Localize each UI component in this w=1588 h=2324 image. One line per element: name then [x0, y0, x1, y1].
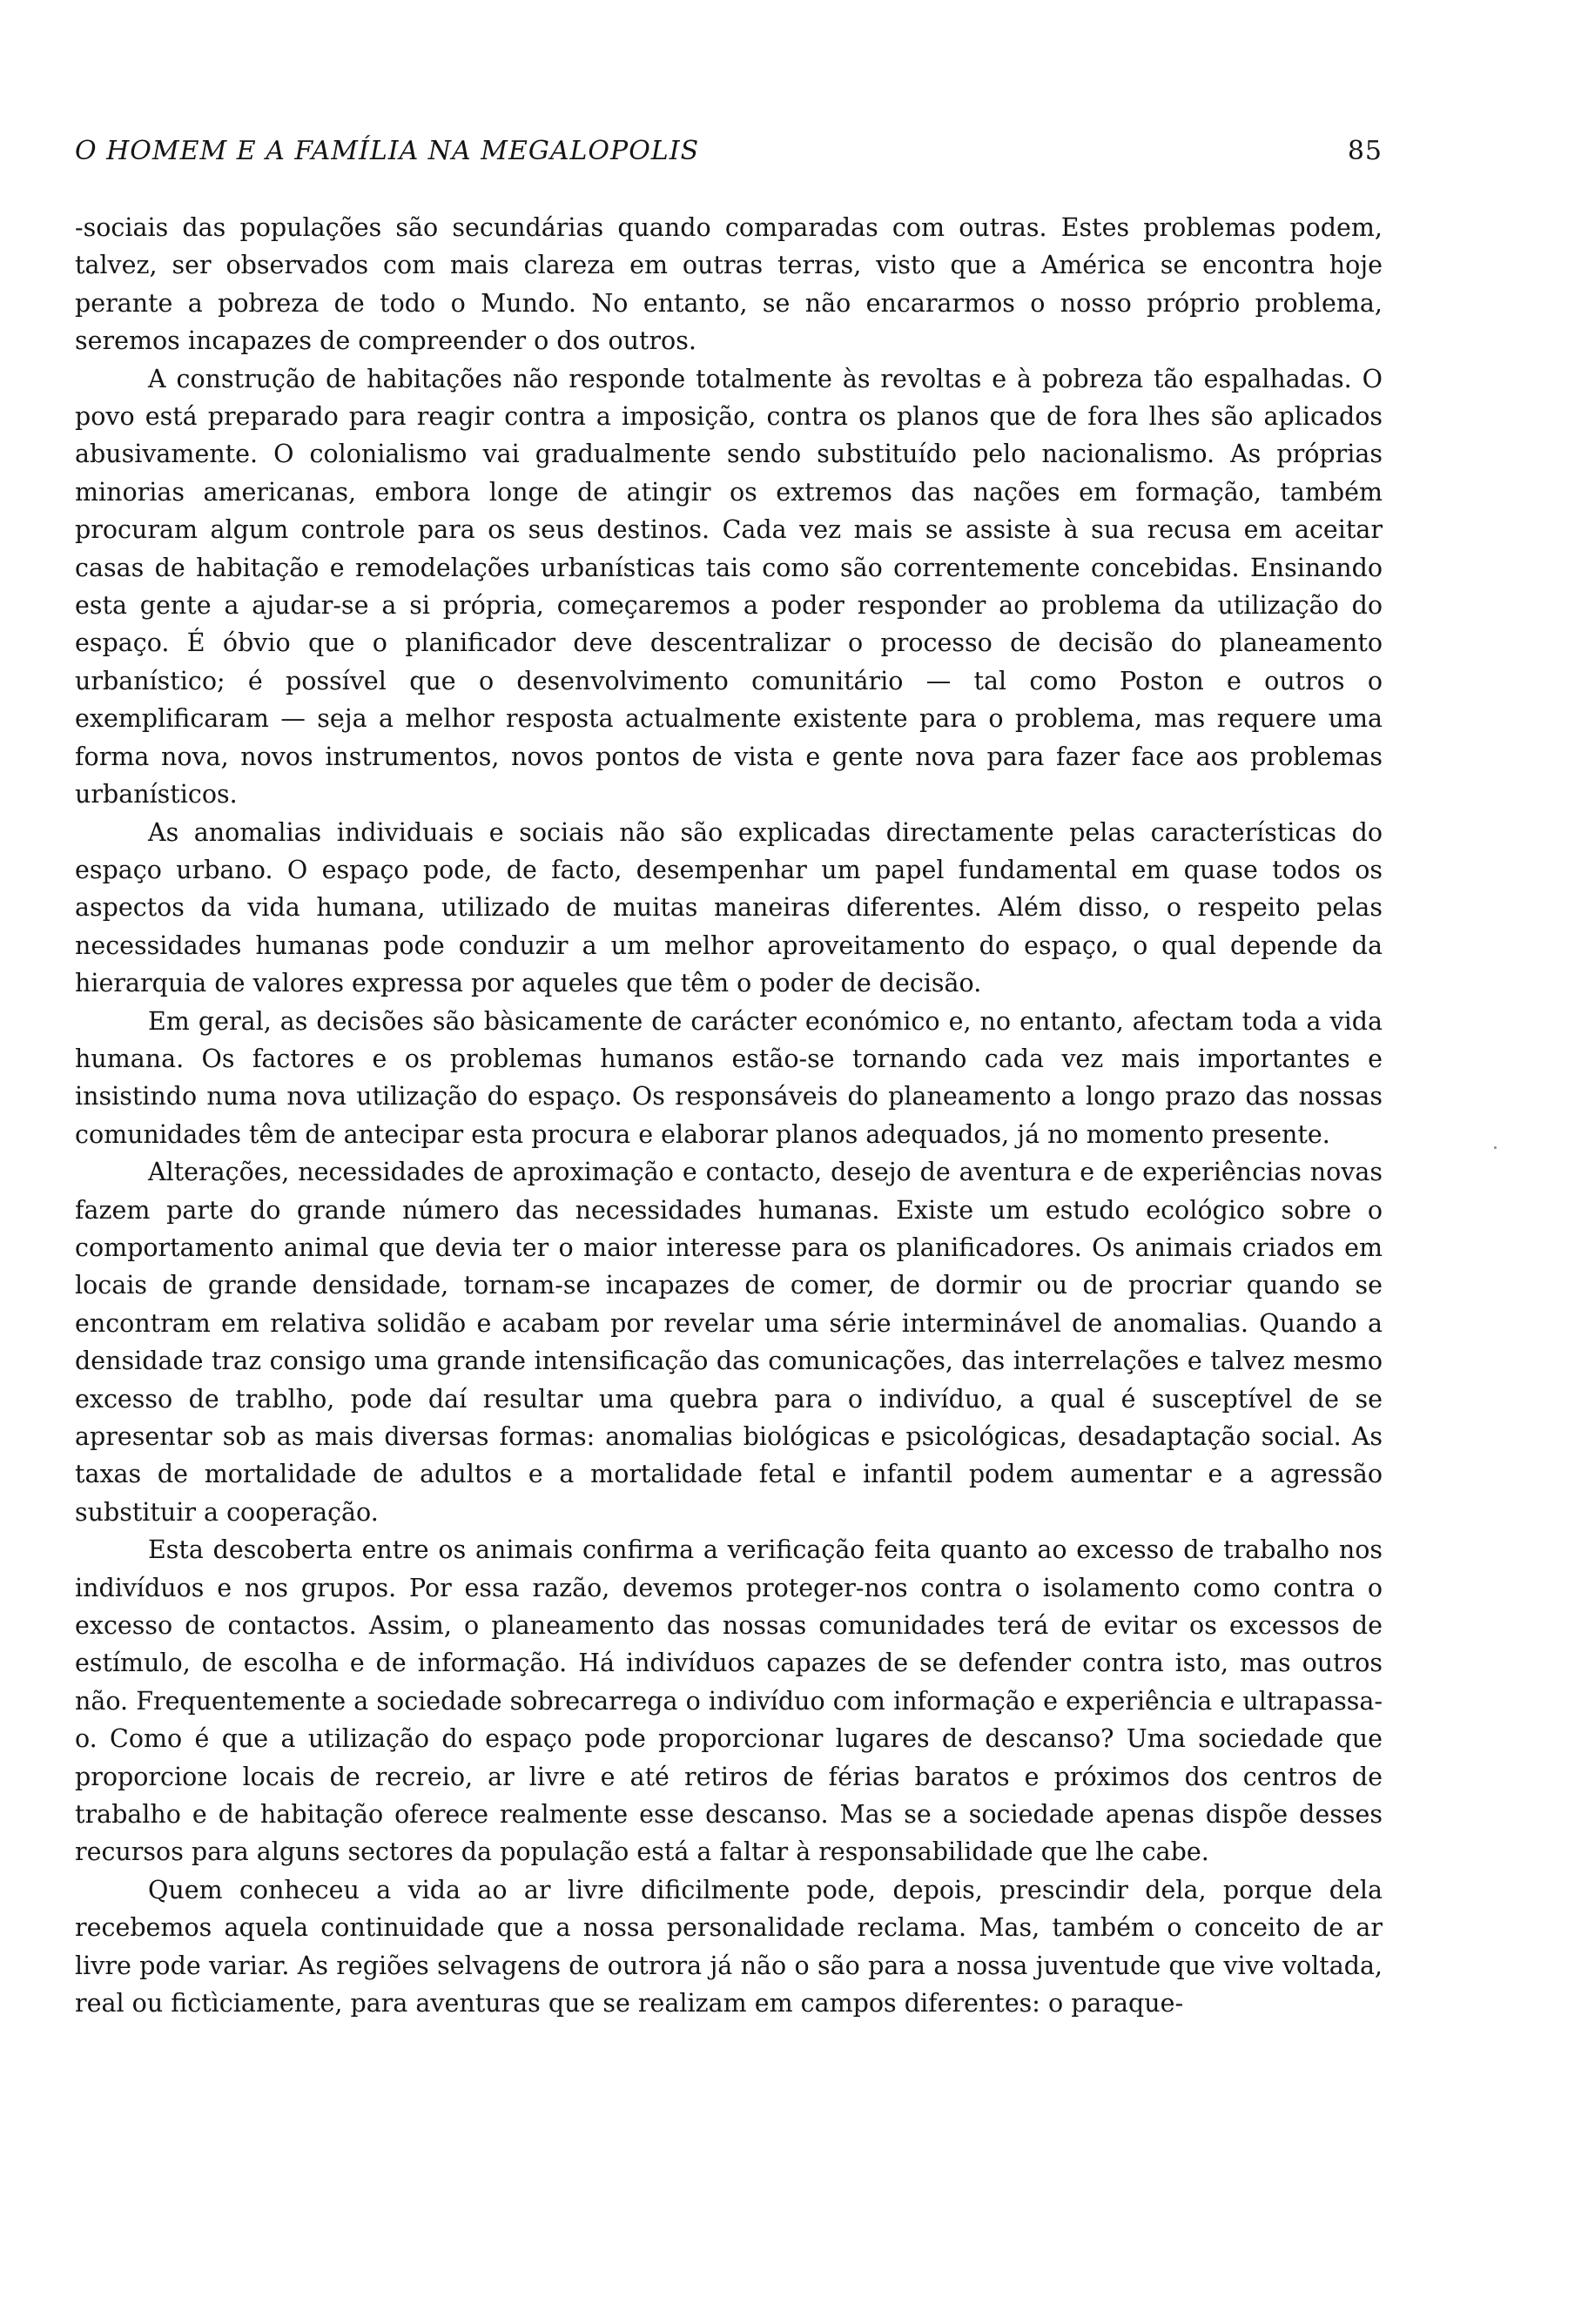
paragraph: Quem conheceu a vida ao ar livre dificilmente pode, depois, prescindir dela, porque dela recebemos aquela continuidade que a nossa personalidade reclama. Mas, também o conceito de ar livre pode variar. As regiões selvagens de outrora já não o são para a nossa juventude que vive voltada, real ou fictìciamente, para aventuras que se realizam em campos diferentes: o paraque-	[75, 1875, 1383, 2018]
paragraph: As anomalias individuais e sociais não são explicadas directamente pelas características do espaço urbano. O espaço pode, de facto, desempenhar um papel fundamental em quase todos os aspectos da vida humana, utilizado de muitas maneiras diferentes. Além disso, o respeito pelas necessidades humanas pode conduzir a um melhor aproveitamento do espaço, o qual depende da hierarquia de valores expressa por aqueles que têm o poder de decisão.	[75, 817, 1383, 998]
paragraph: Alterações, necessidades de aproximação e contacto, desejo de aventura e de experiências novas fazem parte do grande número das necessidades humanas. Existe um estudo ecológico sobre o comportamento animal que devia ter o maior interesse para os planificadores. Os animais criados em locais de grande densidade, tornam-se incapazes de comer, de dormir ou de procriar quando se encontram em relativa solidão e acabam por revelar uma série interminável de anomalias. Quando a densidade traz consigo uma grande intensificação das comunicações, das interrelações e talvez mesmo excesso de trablho, pode daí resultar uma quebra para o indivíduo, a qual é susceptível de se apresentar sob as mais diversas formas: anomalias biológicas e psicológicas, desadaptação social. As taxas de mortalidade de adultos e a mortalidade fetal e infantil podem aumentar e a agressão substituir a cooperação.	[75, 1158, 1383, 1527]
paragraph: A construção de habitações não responde totalmente às revoltas e à pobreza tão espalhadas. O povo está preparado para reagir contra a imposição, contra os planos que de fora lhes são aplicados abusivamente. O colonialismo vai gradualmente sendo substituído pelo nacionalismo. As próprias minorias americanas, embora longe de atingir os extremos das nações em formação, também procuram algum controle para os seus destinos. Cada vez mais se assiste à sua recusa em aceitar casas de habitação e remodelações urbanísticas tais como são correntemente concebidas. Ensinando esta gente a ajudar-se a si própria, começaremos a poder responder ao problema da utilização do espaço. É óbvio que o planificador deve descentralizar o processo de decisão do planeamento urbanístico; é possível que o desenvolvimento comunitário — tal como Poston e outros o exemplificaram — seja a melhor resposta actualmente existente para o problema, mas requere uma forma nova, novos instrumentos, novos pontos de vista e gente nova para fazer face aos problemas urbanísticos.	[75, 364, 1383, 809]
body-text	[75, 209, 1383, 2023]
book-page	[75, 131, 1383, 2023]
running-title: O HOMEM E A FAMÍLIA NA MEGALOPOLIS	[75, 136, 700, 166]
paragraph: Esta descoberta entre os animais confirma a verificação feita quanto ao excesso de trabalho nos indivíduos e nos grupos. Por essa razão, devemos proteger-nos contra o isolamento como contra o excesso de contactos. Assim, o planeamento das nossas comunidades terá de evitar os excessos de estímulo, de escolha e de informação. Há indivíduos capazes de se defender contra isto, mas outros não. Frequentemente a sociedade sobrecarrega o indivíduo com informação e experiência e ultrapassa-o. Como é que a utilização do espaço pode proporcionar lugares de descanso? Uma sociedade que proporcione locais de recreio, ar livre e até retiros de férias baratos e próximos dos centros de trabalho e de habitação oferece realmente esse descanso. Mas se a sociedade apenas dispõe desses recursos para alguns sectores da população está a faltar à responsabilidade que lhe cabe.	[75, 1535, 1383, 1867]
running-head	[75, 131, 1383, 183]
page-number: 85	[1347, 136, 1383, 166]
scan-speck	[1494, 1146, 1497, 1149]
paragraph: Em geral, as decisões são bàsicamente de carácter económico e, no entanto, afectam toda a vida humana. Os factores e os problemas humanos estão-se tornando cada vez mais importantes e insistindo numa nova utilização do espaço. Os responsáveis do planeamento a longo prazo das nossas comunidades têm de antecipar esta procura e elaborar planos adequados, já no momento presente.	[75, 1006, 1383, 1149]
paragraph: -sociais das populações são secundárias quando comparadas com outras. Estes problemas podem, talvez, ser observados com mais clareza em outras terras, visto que a América se encontra hoje perante a pobreza de todo o Mundo. No entanto, se não encararmos o nosso próprio problema, seremos incapazes de compreender o dos outros.	[75, 213, 1383, 356]
